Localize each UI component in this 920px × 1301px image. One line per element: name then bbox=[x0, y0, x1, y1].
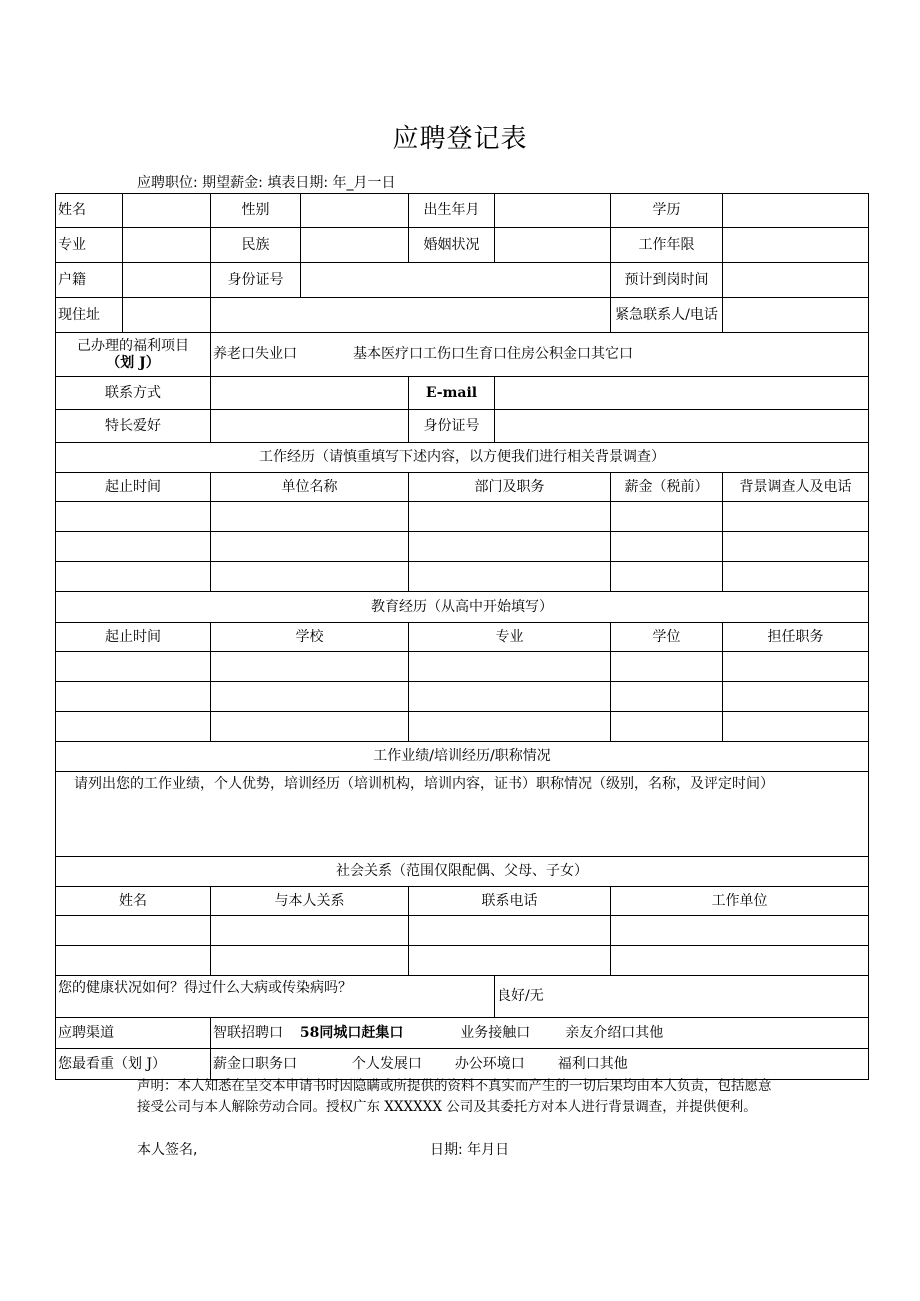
social-cell[interactable] bbox=[56, 946, 211, 976]
edu-heading: 教育经历（从高中开始填写） bbox=[56, 592, 869, 623]
input-education[interactable] bbox=[723, 194, 869, 228]
edu-col-period: 起止时间 bbox=[56, 623, 211, 652]
performance-row bbox=[56, 772, 869, 857]
registration-form-table bbox=[55, 193, 869, 1080]
label-name: 姓名 bbox=[56, 194, 123, 227]
label-welfare bbox=[56, 333, 211, 377]
label-marital: 婚姻状况 bbox=[409, 228, 495, 263]
priority-opt-growth[interactable]: 个人发展口 bbox=[351, 1055, 422, 1072]
social-col-name: 姓名 bbox=[56, 887, 211, 916]
work-heading-row bbox=[56, 443, 869, 473]
priority-label: 您最看重（划 J） bbox=[56, 1049, 211, 1080]
social-cell[interactable] bbox=[409, 916, 611, 946]
work-cell[interactable] bbox=[611, 562, 723, 592]
work-heading: 工作经历（请慎重填写下述内容，以方便我们进行相关背景调查） bbox=[56, 443, 869, 473]
edu-cell[interactable] bbox=[611, 682, 723, 712]
work-col-company: 单位名称 bbox=[211, 473, 409, 502]
performance-heading: 工作业绩/培训经历/职称情况 bbox=[56, 742, 869, 772]
work-col-reference: 背景调查人及电话 bbox=[723, 473, 869, 502]
input-years[interactable] bbox=[723, 228, 869, 263]
edu-cell[interactable] bbox=[56, 652, 211, 682]
signature-label[interactable]: 本人签名, bbox=[137, 1142, 198, 1158]
channel-opt-referral[interactable]: 亲友介绍口其他 bbox=[565, 1024, 664, 1041]
input-address-a[interactable] bbox=[123, 298, 210, 332]
label-birth: 出生年月 bbox=[409, 194, 495, 228]
performance-prompt: 请列出您的工作业绩，个人优势，培训经历（培训机构，培训内容，证书）职称情况（级别，名称，及评定时间） bbox=[74, 776, 774, 792]
channel-label: 应聘渠道 bbox=[56, 1018, 211, 1049]
basic-row-4 bbox=[56, 298, 869, 333]
label-gender: 性别 bbox=[241, 202, 270, 219]
table-row bbox=[56, 916, 869, 946]
table-row bbox=[56, 652, 869, 682]
label-education: 学历 bbox=[611, 194, 723, 228]
health-row bbox=[56, 976, 869, 1018]
performance-input[interactable] bbox=[56, 772, 869, 857]
edu-cell[interactable] bbox=[56, 682, 211, 712]
table-row bbox=[56, 712, 869, 742]
channel-options[interactable] bbox=[211, 1018, 869, 1049]
edu-cell[interactable] bbox=[409, 652, 611, 682]
welfare-label-line2: （划 J） bbox=[106, 354, 160, 371]
channel-opt-business[interactable]: 业务接触口 bbox=[460, 1024, 531, 1041]
label-major: 专业 bbox=[56, 228, 123, 262]
edu-cell[interactable] bbox=[211, 652, 409, 682]
work-cell[interactable] bbox=[409, 532, 611, 562]
work-cell[interactable] bbox=[409, 502, 611, 532]
sign-date-label[interactable]: 日期: 年月日 bbox=[430, 1142, 510, 1158]
table-row bbox=[56, 562, 869, 592]
welfare-options-a[interactable]: 养老口失业口 bbox=[213, 346, 297, 363]
label-years: 工作年限 bbox=[611, 228, 723, 263]
label-contact: 联系方式 bbox=[56, 377, 211, 410]
work-cell[interactable] bbox=[211, 532, 409, 562]
header-fields-line: 应聘职位: 期望薪金: 填表日期: 年_月一日 bbox=[137, 175, 396, 191]
health-answer[interactable]: 良好/无 bbox=[495, 976, 869, 1018]
priority-row bbox=[56, 1049, 869, 1080]
social-header-row bbox=[56, 887, 869, 916]
edu-cell[interactable] bbox=[56, 712, 211, 742]
declaration-line2: 接受公司与本人解除劳动合同。授权广东 XXXXXX 公司及其委托方对本人进行背景调查，并提供便利。 bbox=[137, 1099, 757, 1115]
work-col-salary: 薪金（税前） bbox=[611, 473, 723, 502]
input-ethnicity[interactable] bbox=[301, 228, 409, 263]
input-address[interactable] bbox=[211, 298, 611, 333]
welfare-options[interactable] bbox=[211, 333, 869, 377]
table-row bbox=[56, 532, 869, 562]
input-arrival[interactable] bbox=[723, 263, 869, 298]
basic-row-3 bbox=[56, 263, 869, 298]
priority-opt-salary[interactable]: 薪金口职务口 bbox=[213, 1055, 297, 1072]
input-email[interactable] bbox=[495, 377, 869, 410]
contact-row bbox=[56, 377, 869, 410]
performance-heading-row bbox=[56, 742, 869, 772]
work-cell[interactable] bbox=[56, 502, 211, 532]
work-cell[interactable] bbox=[211, 562, 409, 592]
work-cell[interactable] bbox=[723, 502, 869, 532]
edu-cell[interactable] bbox=[723, 652, 869, 682]
edu-cell[interactable] bbox=[211, 682, 409, 712]
work-cell[interactable] bbox=[56, 532, 211, 562]
page-title: 应聘登记表 bbox=[392, 124, 528, 154]
work-cell[interactable] bbox=[56, 562, 211, 592]
label-address: 现住址 bbox=[56, 298, 123, 332]
label-hukou: 户籍 bbox=[56, 263, 123, 297]
channel-opt-zhilian[interactable]: 智联招聘口 bbox=[213, 1024, 283, 1041]
social-cell[interactable] bbox=[611, 946, 869, 976]
label-emergency: 紧急联系人/电话 bbox=[611, 298, 723, 333]
input-marital[interactable] bbox=[495, 228, 611, 263]
table-row bbox=[56, 682, 869, 712]
health-question: 您的健康状况如何？得过什么大病或传染病吗？ bbox=[56, 976, 495, 1018]
work-col-period: 起止时间 bbox=[56, 473, 211, 502]
work-cell[interactable] bbox=[211, 502, 409, 532]
channel-row bbox=[56, 1018, 869, 1049]
work-cell[interactable] bbox=[723, 562, 869, 592]
work-cell[interactable] bbox=[611, 532, 723, 562]
edu-col-role: 担任职务 bbox=[723, 623, 869, 652]
input-id[interactable] bbox=[301, 263, 611, 298]
label-id2: 身份证号 bbox=[409, 410, 495, 443]
work-cell[interactable] bbox=[611, 502, 723, 532]
edu-cell[interactable] bbox=[723, 712, 869, 742]
input-id2[interactable] bbox=[495, 410, 869, 443]
input-gender[interactable] bbox=[301, 194, 408, 227]
basic-row-1 bbox=[56, 194, 869, 228]
welfare-label-line1: 己办理的福利项目 bbox=[77, 338, 189, 355]
basic-row-2 bbox=[56, 228, 869, 263]
social-cell[interactable] bbox=[211, 916, 409, 946]
social-cell[interactable] bbox=[611, 916, 869, 946]
social-col-relation: 与本人关系 bbox=[211, 887, 409, 916]
priority-opt-office[interactable]: 办公环境口 bbox=[454, 1055, 525, 1072]
edu-header-row bbox=[56, 623, 869, 652]
input-hukou[interactable] bbox=[123, 263, 210, 297]
input-hobby[interactable] bbox=[211, 410, 409, 443]
edu-col-school: 学校 bbox=[211, 623, 409, 652]
input-emergency[interactable] bbox=[723, 298, 869, 333]
edu-col-major: 专业 bbox=[409, 623, 611, 652]
welfare-row bbox=[56, 333, 869, 377]
hobby-row bbox=[56, 410, 869, 443]
channel-opt-58[interactable]: 58同城口赶集口 bbox=[299, 1024, 404, 1041]
input-birth[interactable] bbox=[495, 194, 611, 228]
edu-cell[interactable] bbox=[611, 652, 723, 682]
declaration bbox=[137, 1076, 877, 1118]
social-col-phone: 联系电话 bbox=[409, 887, 611, 916]
social-cell[interactable] bbox=[409, 946, 611, 976]
edu-col-degree: 学位 bbox=[611, 623, 723, 652]
edu-cell[interactable] bbox=[409, 682, 611, 712]
edu-heading-row bbox=[56, 592, 869, 623]
social-cell[interactable] bbox=[56, 916, 211, 946]
edu-cell[interactable] bbox=[211, 712, 409, 742]
work-header-row bbox=[56, 473, 869, 502]
priority-opt-benefits[interactable]: 福利口其他 bbox=[557, 1055, 628, 1072]
welfare-options-b[interactable]: 基本医疗口工伤口生育口住房公积金口其它口 bbox=[353, 346, 633, 363]
social-col-employer: 工作单位 bbox=[611, 887, 869, 916]
social-heading-row bbox=[56, 857, 869, 887]
input-major[interactable] bbox=[123, 228, 210, 262]
label-email: E-mail bbox=[409, 377, 495, 410]
social-heading: 社会关系（范围仅限配偶、父母、子女） bbox=[56, 857, 869, 887]
declaration-line1: 声明：本人知悉在呈交本申请书时因隐瞒或所提供的资料不真实而产生的一切后果均由本人负责，包括愿意 bbox=[137, 1078, 772, 1094]
label-id: 身份证号 bbox=[211, 263, 301, 298]
social-cell[interactable] bbox=[211, 946, 409, 976]
edu-cell[interactable] bbox=[723, 682, 869, 712]
label-arrival: 预计到岗时间 bbox=[611, 263, 723, 298]
table-row bbox=[56, 502, 869, 532]
table-row bbox=[56, 946, 869, 976]
edu-cell[interactable] bbox=[409, 712, 611, 742]
priority-options[interactable] bbox=[211, 1049, 869, 1080]
input-name[interactable] bbox=[123, 194, 210, 227]
work-cell[interactable] bbox=[409, 562, 611, 592]
label-ethnicity: 民族 bbox=[211, 228, 301, 263]
label-hobby: 特长爱好 bbox=[56, 410, 211, 443]
work-cell[interactable] bbox=[723, 532, 869, 562]
input-contact[interactable] bbox=[211, 377, 409, 410]
edu-cell[interactable] bbox=[611, 712, 723, 742]
work-col-dept: 部门及职务 bbox=[409, 473, 611, 502]
